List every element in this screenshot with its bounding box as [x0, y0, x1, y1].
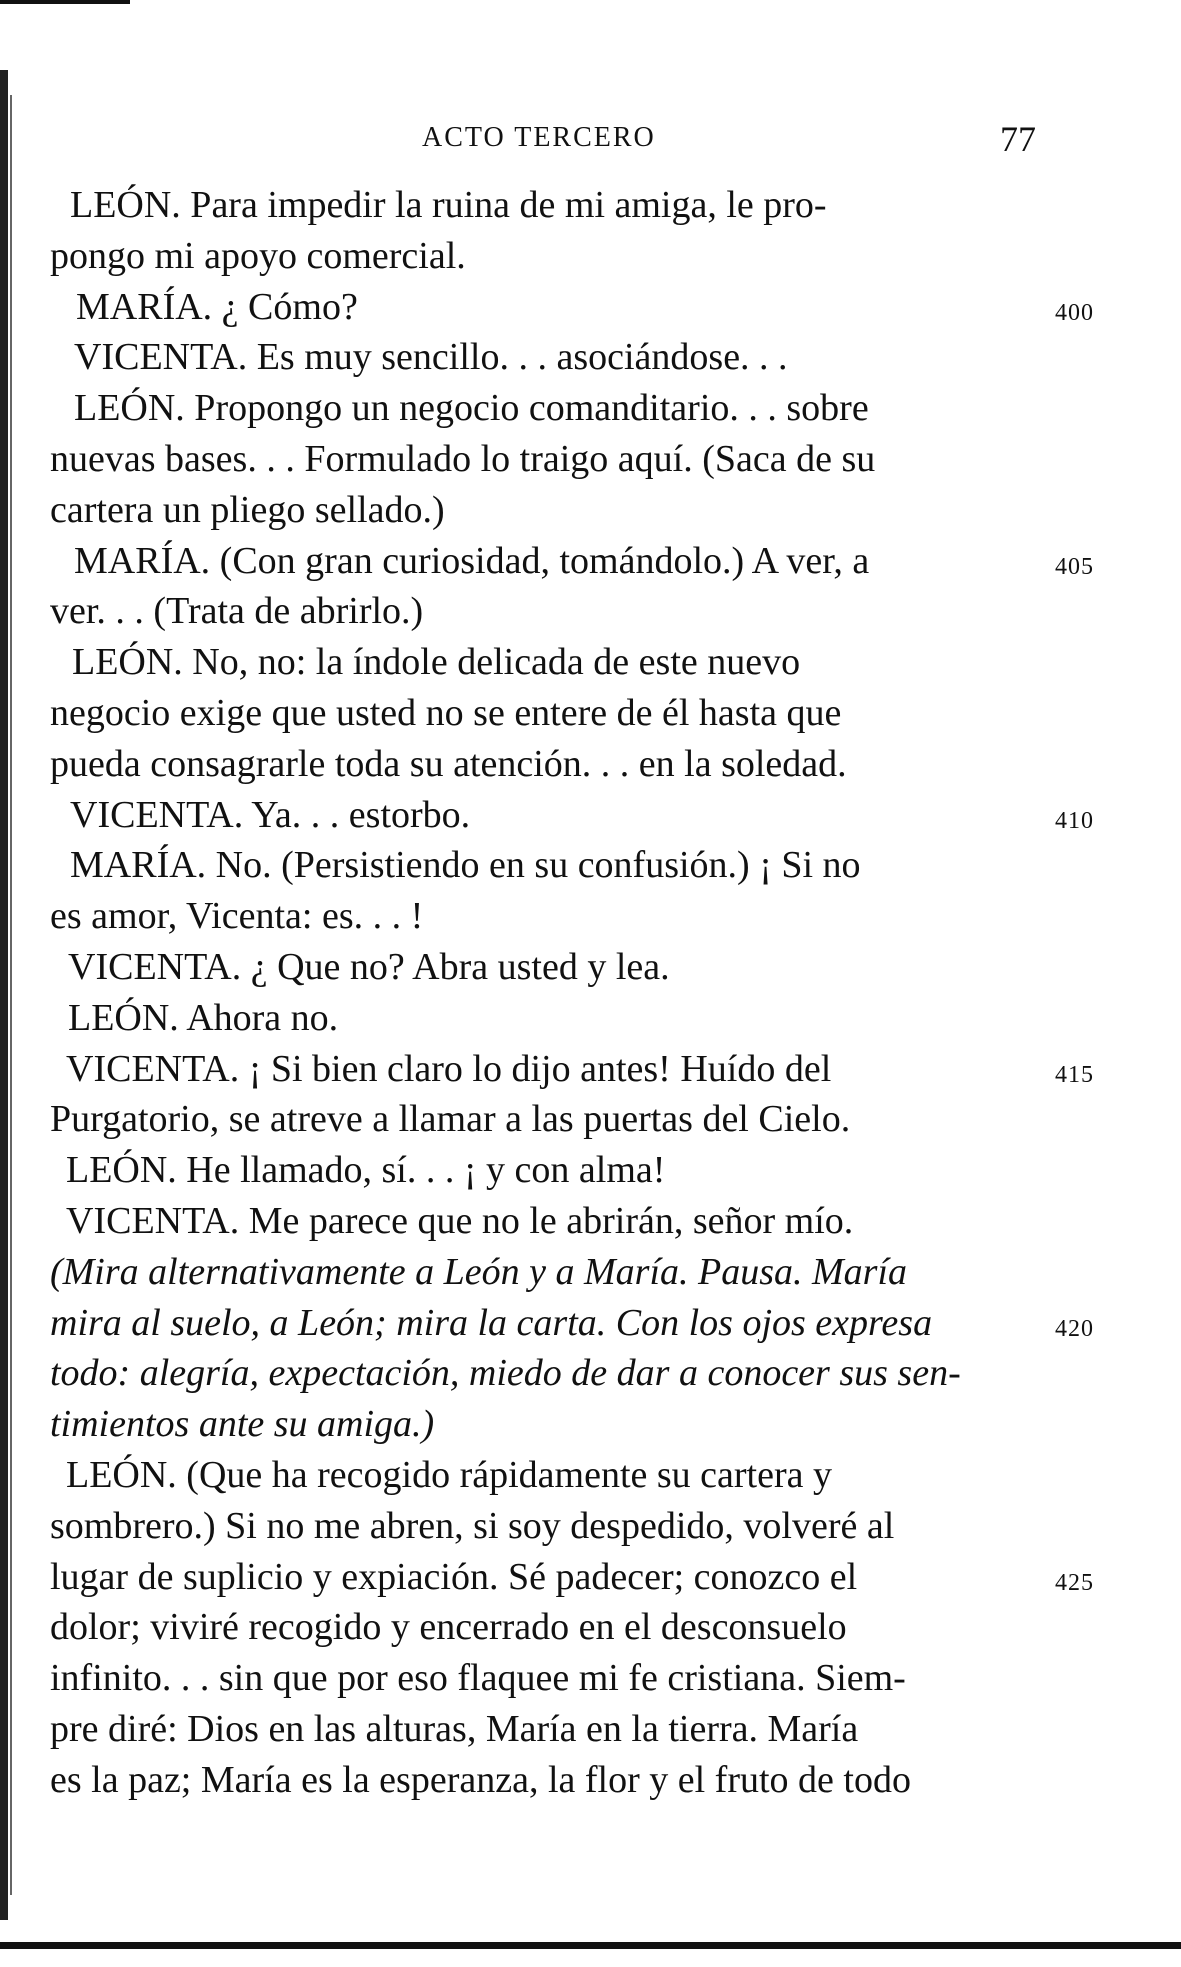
text-line: [50, 231, 1030, 282]
line-number: 415: [1055, 1061, 1094, 1088]
text-line: [50, 790, 1094, 841]
text-line: [50, 180, 1030, 231]
line-content: LEÓN. Para impedir la ruina de mi amiga, le pro-: [70, 184, 827, 226]
line-content: MARÍA. No. (Persistiendo en su confusión.) ¡ Si no: [70, 844, 861, 887]
line-content: mira al suelo, a León; mira la carta. Con los ojos expresa: [50, 1301, 933, 1344]
text-line: [50, 993, 1030, 1044]
text-line: [50, 1602, 1030, 1653]
line-content: LEÓN. Propongo un negocio comanditario. . . sobre: [74, 387, 869, 430]
text-line: [50, 1348, 1030, 1399]
line-content: LEÓN. Ahora no.: [68, 996, 339, 1039]
line-content: pongo mi apoyo comercial.: [50, 234, 466, 277]
running-title: ACTO TERCERO: [422, 122, 656, 153]
line-content: dolor; viviré recogido y encerrado en el desconsuelo: [50, 1606, 847, 1649]
text-line: [50, 1552, 1094, 1603]
text-line: [50, 1501, 1030, 1552]
text-line: [50, 637, 1030, 688]
line-content: cartera un pliego sellado.): [50, 488, 445, 531]
text-line: [50, 739, 1030, 790]
text-line: [50, 1755, 1030, 1806]
line-content: pre diré: Dios en las alturas, María en la tierra. María: [50, 1707, 859, 1750]
text-line: [50, 1145, 1030, 1196]
line-content: sombrero.) Si no me abren, si soy despedido, volveré al: [50, 1504, 895, 1547]
line-number: 405: [1055, 553, 1094, 580]
text-line: [50, 688, 1030, 739]
line-content: LEÓN. No, no: la índole delicada de este nuevo: [72, 641, 801, 684]
line-content: infinito. . . sin que por eso flaquee mi fe cristiana. Siem-: [50, 1657, 906, 1700]
line-content: pueda consagrarle toda su atención. . . en la soledad.: [50, 742, 847, 785]
line-content: LEÓN. (Que ha recogido rápidamente su cartera y: [66, 1453, 832, 1496]
text-line: [50, 1044, 1094, 1095]
line-content: VICENTA. Ya. . . estorbo.: [70, 793, 471, 836]
page-header: [52, 118, 1052, 168]
text-line: [50, 586, 1030, 637]
line-content: timientos ante su amiga.): [50, 1403, 435, 1446]
page-number: 77: [1000, 119, 1036, 159]
line-content: MARÍA. ¿ Cómo?: [76, 285, 358, 328]
line-content: lugar de suplicio y expiación. Sé padecer; conozco el: [50, 1555, 858, 1598]
line-number: 410: [1055, 807, 1094, 834]
line-content: LEÓN. He llamado, sí. . . ¡ y con alma!: [66, 1149, 666, 1192]
line-content: negocio exige que usted no se entere de él hasta que: [50, 691, 842, 734]
line-content: nuevas bases. . . Formulado lo traigo aquí. (Saca de su: [50, 437, 876, 480]
text-line: [50, 332, 1030, 383]
page-spine-edge: [0, 70, 8, 1920]
line-content: ver. . . (Trata de abrirlo.): [50, 590, 424, 633]
text-line: [50, 891, 1030, 942]
line-content: VICENTA. ¿ Que no? Abra usted y lea.: [68, 945, 670, 988]
text-line: [50, 536, 1094, 587]
line-content: MARÍA. (Con gran curiosidad, tomándolo.) A ver, a: [74, 539, 870, 582]
text-line: [50, 1704, 1030, 1755]
text-line: [50, 383, 1030, 434]
text-line: [50, 1196, 1030, 1247]
line-content: Purgatorio, se atreve a llamar a las puertas del Cielo.: [50, 1098, 851, 1141]
text-line: [50, 434, 1030, 485]
text-line: [50, 1298, 1094, 1349]
bottom-rule: [0, 1942, 1181, 1949]
text-line: [50, 1450, 1030, 1501]
line-content: (Mira alternativamente a León y a María. Pausa. María: [50, 1250, 908, 1293]
text-line: [50, 1247, 1030, 1298]
line-number: 425: [1055, 1569, 1094, 1596]
text-line: [50, 942, 1030, 993]
line-number: 420: [1055, 1315, 1094, 1342]
line-content: todo: alegría, expectación, miedo de dar a conocer sus sen-: [50, 1352, 961, 1395]
top-rule: [0, 0, 130, 4]
line-content: VICENTA. ¡ Si bien claro lo dijo antes! Huído del: [66, 1047, 832, 1090]
text-line: [50, 1653, 1030, 1704]
text-line: [50, 840, 1030, 891]
page-spine-shadow: [10, 95, 12, 1895]
line-content: es la paz; María es la esperanza, la flor y el fruto de todo: [50, 1758, 911, 1801]
line-content: VICENTA. Me parece que no le abrirán, señor mío.: [66, 1199, 854, 1242]
text-line: [50, 1094, 1030, 1145]
text-line: [50, 485, 1030, 536]
play-text: [50, 180, 1094, 1806]
text-line: [50, 1399, 1030, 1450]
line-content: VICENTA. Es muy sencillo. . . asociándose. . .: [74, 336, 788, 379]
line-content: es amor, Vicenta: es. . . !: [50, 895, 424, 938]
text-line: [50, 282, 1094, 333]
line-number: 400: [1055, 299, 1094, 326]
